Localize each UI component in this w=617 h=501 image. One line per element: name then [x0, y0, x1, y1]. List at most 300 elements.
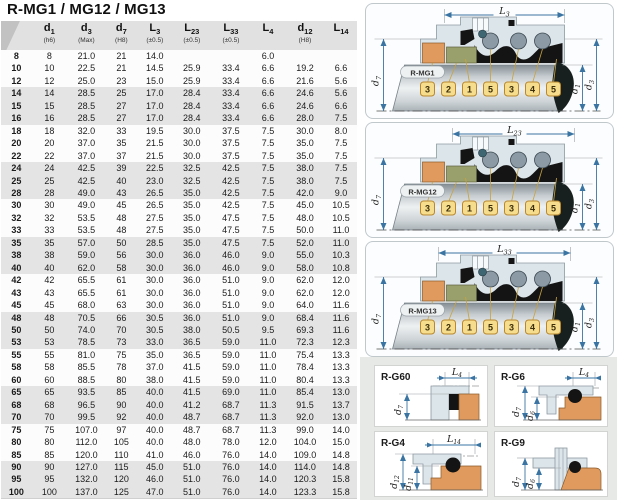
- table-cell: 7.5: [334, 113, 348, 124]
- table-cell: 76.0: [222, 486, 240, 497]
- dim-label-L4: $L_4$: [578, 367, 590, 379]
- table-cell: 75: [11, 424, 22, 435]
- table-cell: 36.0: [183, 262, 201, 273]
- table-cell: [173, 50, 211, 62]
- diagram-card-r-mg13: [365, 241, 614, 357]
- table-cell: 68.7: [222, 412, 240, 423]
- table-row: [1, 237, 357, 249]
- table-cell: 127.0: [75, 461, 98, 472]
- table-cell: 21.5: [146, 138, 164, 149]
- table-cell: 32.0: [77, 125, 96, 136]
- seat-panel-r-g6: [494, 365, 608, 427]
- table-row: [1, 87, 357, 99]
- dim-label-L33: $L_{33}$: [497, 244, 512, 257]
- table-cell: 70: [116, 324, 127, 335]
- table-cell: 46.0: [222, 262, 240, 273]
- table-cell: 92.0: [296, 412, 314, 423]
- col-header: $L_4$: [251, 21, 285, 50]
- table-cell: 33.4: [222, 100, 240, 111]
- table-cell: 6.6: [261, 88, 275, 99]
- table-cell: 28.5: [77, 100, 96, 111]
- table-cell: 11.0: [259, 387, 277, 398]
- table-cell: 59.0: [222, 349, 240, 360]
- table-cell: 78.0: [222, 437, 240, 448]
- table-cell: 51.0: [183, 474, 201, 485]
- table-cell: 6.6: [334, 100, 348, 111]
- col-header: $L_{14}$: [325, 21, 357, 50]
- table-cell: 40.0: [146, 424, 164, 435]
- table-cell: 9.0: [334, 187, 348, 198]
- table-cell: 63: [116, 300, 127, 311]
- table-cell: 6.6: [261, 63, 275, 74]
- diagram-card-r-mg12: [365, 122, 614, 238]
- table-cell: 28.4: [183, 100, 201, 111]
- table-cell: 28: [44, 187, 55, 198]
- table-cell: 76.0: [222, 449, 240, 460]
- right-diagrams-panel: [360, 0, 617, 500]
- table-cell: 28.4: [183, 113, 201, 124]
- col-header: $d_1$ (h6): [32, 21, 67, 50]
- table-cell: 60: [11, 374, 22, 385]
- table-row: [1, 212, 357, 224]
- dim-label-L3: $L_3$: [499, 6, 510, 19]
- table-cell: 38.0: [183, 324, 201, 335]
- table-cell: 9.0: [261, 300, 275, 311]
- table-cell: 90: [11, 461, 22, 472]
- table-cell: 59.0: [222, 362, 240, 373]
- table-cell: 32: [11, 212, 22, 223]
- table-cell: 38: [44, 250, 55, 261]
- table-cell: 42.0: [296, 187, 314, 198]
- table-cell: 7.5: [261, 138, 275, 149]
- elastomer-ring: [449, 394, 459, 410]
- table-cell: 7.5: [261, 163, 275, 174]
- table-cell: 21: [116, 51, 127, 61]
- table-cell: 78.5: [77, 337, 96, 348]
- table-header-row: [1, 21, 357, 50]
- table-cell: 20: [11, 138, 22, 149]
- table-cell: 35: [44, 237, 55, 248]
- table-cell: 6.6: [261, 100, 275, 111]
- table-cell: 85.4: [296, 387, 314, 398]
- table-cell: 11.0: [332, 225, 350, 236]
- table-cell: 62.0: [77, 262, 96, 273]
- table-row: [1, 312, 357, 324]
- table-cell: 13.3: [332, 374, 350, 385]
- table-cell: 11.0: [332, 237, 350, 248]
- table-row: [1, 287, 357, 299]
- table-cell: 65.5: [77, 275, 96, 286]
- table-cell: 109.0: [293, 449, 317, 460]
- table-cell: 42: [11, 275, 22, 286]
- table-cell: 36.5: [183, 349, 201, 360]
- table-cell: 80.4: [296, 374, 314, 385]
- table-cell: 7.5: [261, 237, 275, 248]
- table-cell: 8.0: [334, 125, 348, 136]
- table-cell: 32.5: [183, 163, 201, 174]
- table-cell: 50.0: [296, 225, 314, 236]
- table-cell: 19.5: [146, 125, 164, 136]
- table-cell: 33: [44, 225, 55, 236]
- model-label: R-MG12: [408, 187, 437, 197]
- table-cell: 21.6: [296, 75, 314, 86]
- table-cell: 12.0: [332, 275, 350, 286]
- table-cell: 40.0: [146, 387, 164, 398]
- table-row: [1, 486, 357, 499]
- table-cell: 8: [46, 51, 52, 61]
- table-cell: 25.9: [183, 63, 201, 74]
- table-cell: 90: [116, 399, 127, 410]
- table-cell: 65.5: [77, 287, 96, 298]
- table-row: [1, 399, 357, 411]
- table-cell: 70: [44, 412, 55, 423]
- table-cell: 115: [114, 461, 129, 472]
- table-cell: 7.5: [334, 138, 348, 149]
- table-cell: 51.0: [183, 486, 201, 497]
- table-row: [1, 224, 357, 236]
- table-cell: 33: [116, 125, 127, 136]
- table-cell: 42.5: [222, 163, 240, 174]
- table-cell: 41.5: [183, 362, 201, 373]
- table-cell: 12: [11, 75, 22, 86]
- table-cell: 11.6: [332, 324, 350, 335]
- col-header: $L_{33}$ (±0.5): [211, 21, 251, 50]
- table-cell: 35.0: [296, 138, 314, 149]
- table-cell: 37: [116, 150, 127, 161]
- o-ring: [568, 389, 582, 403]
- table-cell: 42.5: [222, 200, 240, 211]
- table-cell: 33.4: [222, 75, 240, 86]
- table-cell: 35.0: [146, 349, 164, 360]
- table-cell: 21.5: [146, 150, 164, 161]
- table-cell: 14: [44, 88, 55, 99]
- table-cell: 30.5: [146, 324, 164, 335]
- table-cell: 49.0: [77, 200, 96, 211]
- table-cell: 30.5: [146, 312, 164, 323]
- table-cell: 46.0: [146, 474, 164, 485]
- table-cell: 30.0: [296, 125, 314, 136]
- table-cell: 22: [44, 150, 55, 161]
- table-cell: 9.5: [261, 324, 275, 335]
- table-head: [1, 21, 357, 50]
- table-row: [1, 424, 357, 436]
- table-cell: 10: [44, 63, 55, 74]
- table-cell: 120.3: [293, 474, 317, 485]
- table-cell: 11.3: [259, 424, 277, 435]
- table-cell: 56: [116, 250, 127, 261]
- table-cell: 30.0: [146, 250, 164, 261]
- table-cell: 68: [11, 399, 22, 410]
- table-cell: 22.5: [77, 63, 96, 74]
- table-cell: 46.0: [222, 250, 240, 261]
- table-cell: 90: [44, 461, 55, 472]
- table-cell: 11.0: [259, 374, 277, 385]
- table-cell: 80: [44, 437, 55, 448]
- dim-label-L14: $L_{14}$: [447, 434, 461, 446]
- table-row: [1, 137, 357, 149]
- table-row: [1, 324, 357, 336]
- table-cell: 48.0: [296, 212, 314, 223]
- table-cell: 33.0: [146, 337, 164, 348]
- table-cell: 48: [116, 212, 127, 223]
- table-cell: 53: [11, 337, 22, 348]
- dim-label-L4: $L_4$: [451, 367, 463, 379]
- table-cell: 59.0: [222, 337, 240, 348]
- table-cell: 107.0: [75, 424, 98, 435]
- table-row: [1, 449, 357, 461]
- table-cell: 69.0: [222, 387, 240, 398]
- table-cell: 39: [116, 163, 127, 174]
- table-cell: 37.0: [77, 150, 96, 161]
- table-cell: 51.0: [222, 312, 240, 323]
- table-cell: 51.0: [222, 300, 240, 311]
- table-row: [1, 249, 357, 261]
- table-cell: [211, 50, 251, 62]
- table-cell: 92: [116, 412, 127, 423]
- table-cell: 28.5: [77, 88, 96, 99]
- table-cell: 15: [44, 100, 55, 111]
- table-cell: 95: [11, 474, 22, 485]
- table-cell: 30: [44, 200, 55, 211]
- table-cell: 28.5: [77, 113, 96, 124]
- table-cell: 19.2: [296, 63, 314, 74]
- table-cell: 13.0: [332, 387, 350, 398]
- table-cell: 13.3: [332, 349, 350, 360]
- table-cell: 48: [116, 225, 127, 236]
- dim-label-L23: $L_{23}$: [507, 125, 522, 138]
- table-cell: 120: [113, 474, 129, 485]
- table-cell: 35.0: [183, 200, 201, 211]
- table-cell: 12.0: [332, 287, 350, 298]
- table-cell: 14.8: [332, 449, 350, 460]
- table-cell: 36.0: [183, 275, 201, 286]
- table-cell: 17.0: [146, 113, 164, 124]
- page-title: R-MG1 / MG12 / MG13: [7, 1, 166, 18]
- table-cell: 13.3: [332, 362, 350, 373]
- table-cell: 16: [11, 113, 22, 124]
- table-cell: 41.0: [146, 449, 164, 460]
- table-row: [1, 374, 357, 386]
- table-cell: 30.0: [146, 275, 164, 286]
- table-cell: 10.8: [332, 262, 350, 273]
- table-cell: 100: [8, 486, 24, 497]
- seat-label: R-G60: [381, 372, 411, 383]
- table-cell: 14.5: [146, 63, 164, 74]
- table-cell: 50: [11, 324, 22, 335]
- table-cell: 9.0: [261, 262, 275, 273]
- table-cell: [285, 50, 325, 62]
- table-cell: 27.5: [146, 225, 164, 236]
- table-cell: 14.0: [259, 474, 277, 485]
- table-cell: 30.0: [183, 138, 201, 149]
- seat-panel-r-g60: [374, 365, 488, 427]
- table-cell: 26.5: [146, 200, 164, 211]
- table-cell: 45.0: [296, 200, 314, 211]
- table-cell: 24.6: [296, 100, 314, 111]
- table-cell: 16: [44, 113, 55, 124]
- table-cell: 114.0: [294, 461, 316, 472]
- table-cell: 61: [116, 275, 127, 286]
- table-cell: 45: [11, 300, 22, 311]
- table-cell: 35: [116, 138, 127, 149]
- table-cell: 10: [11, 63, 22, 74]
- dim-label-d7: $d_7$: [393, 405, 405, 415]
- table-cell: 42: [44, 275, 55, 286]
- table-cell: 25.0: [77, 75, 96, 86]
- table-cell: 76.0: [222, 474, 240, 485]
- table-cell: 41.5: [183, 387, 201, 398]
- col-header: $L_3$ (±0.5): [137, 21, 173, 50]
- table-cell: 40: [11, 262, 22, 273]
- table-row: [1, 436, 357, 448]
- table-cell: 40: [116, 175, 127, 186]
- table-row: [1, 473, 357, 485]
- table-cell: 18: [11, 125, 22, 136]
- table-cell: 11.6: [332, 300, 350, 311]
- table-cell: 66: [116, 312, 127, 323]
- table-cell: 68.7: [222, 424, 240, 435]
- table-cell: 48: [11, 312, 22, 323]
- table-cell: 53.5: [77, 225, 96, 236]
- table-row: [1, 75, 357, 87]
- col-header: [1, 21, 32, 50]
- table-cell: 23: [116, 75, 127, 86]
- table-cell: 7.5: [334, 175, 348, 186]
- table-cell: 58: [44, 362, 55, 373]
- table-cell: 14.8: [332, 461, 350, 472]
- seat-panel-r-g4: [374, 431, 488, 497]
- dimension-table: [1, 21, 357, 499]
- table-cell: 58: [116, 262, 127, 273]
- table-cell: 53: [44, 337, 55, 348]
- table-cell: 46.0: [183, 449, 201, 460]
- dim-label-d12: $d_{12}$: [389, 475, 401, 489]
- table-cell: 33: [11, 225, 22, 236]
- table-cell: 35.0: [183, 237, 201, 248]
- table-cell: 5.6: [334, 88, 348, 99]
- table-cell: 14.0: [259, 486, 277, 497]
- table-cell: 68.0: [77, 300, 96, 311]
- table-cell: 57.0: [77, 237, 96, 248]
- table-cell: 22.5: [146, 163, 164, 174]
- table-cell: 7.5: [334, 163, 348, 174]
- table-cell: 123.3: [293, 486, 317, 497]
- table-cell: 25: [11, 175, 22, 186]
- table-row: [1, 175, 357, 187]
- table-cell: 110: [114, 449, 129, 460]
- table-cell: 68.4: [296, 312, 314, 323]
- table-cell: 27.5: [146, 212, 164, 223]
- table-cell: 120.0: [75, 449, 98, 460]
- table-body: [1, 50, 357, 499]
- table-cell: 14.0: [332, 424, 350, 435]
- table-cell: 125: [113, 486, 129, 497]
- table-cell: 9.0: [261, 250, 275, 261]
- table-cell: 68.7: [222, 399, 240, 410]
- table-cell: 53.5: [77, 212, 96, 223]
- seat-label: R-G4: [381, 438, 405, 449]
- table-cell: 13.0: [332, 412, 350, 423]
- table-cell: 6.6: [334, 63, 348, 74]
- table-cell: 17.0: [146, 100, 164, 111]
- table-cell: 30.0: [146, 287, 164, 298]
- table-cell: 6.6: [261, 113, 275, 124]
- table-cell: 51.0: [222, 287, 240, 298]
- table-cell: 9.0: [261, 275, 275, 286]
- table-cell: 80: [116, 374, 127, 385]
- table-cell: 6.6: [261, 75, 275, 86]
- table-cell: 47.5: [222, 212, 240, 223]
- table-cell: 68: [44, 399, 55, 410]
- table-cell: 76.0: [222, 461, 240, 472]
- table-cell: 11.3: [259, 412, 277, 423]
- col-header: $L_{23}$ (±0.5): [173, 21, 211, 50]
- table-cell: 35: [11, 237, 22, 248]
- table-cell: 55: [44, 349, 55, 360]
- table-cell: 11.3: [259, 399, 277, 410]
- table-row: [1, 162, 357, 174]
- table-cell: 28.5: [146, 237, 164, 248]
- table-cell: 36.5: [183, 337, 201, 348]
- table-cell: 40: [44, 262, 55, 273]
- table-cell: 48.0: [183, 437, 201, 448]
- table-cell: 7.5: [261, 225, 275, 236]
- table-cell: 50: [44, 324, 55, 335]
- table-cell: 7.5: [261, 125, 275, 136]
- table-cell: 96.5: [77, 399, 96, 410]
- col-header: $d_{12}$ (H8): [285, 21, 325, 50]
- table-cell: 97: [116, 424, 127, 435]
- table-cell: 21: [116, 63, 127, 74]
- table-cell: 11.0: [259, 337, 277, 348]
- table-cell: 85: [116, 387, 127, 398]
- table-cell: 12.3: [332, 337, 350, 348]
- table-cell: 47.5: [222, 237, 240, 248]
- table-cell: 85.5: [77, 362, 96, 373]
- dim-label-d6: $d_6$: [525, 411, 537, 421]
- table-row: [1, 50, 357, 62]
- table-cell: 33.4: [222, 63, 240, 74]
- table-cell: 28.0: [296, 113, 314, 124]
- table-cell: 28.4: [183, 88, 201, 99]
- table-cell: 112.0: [75, 437, 98, 448]
- table-cell: 24: [44, 163, 55, 174]
- table-cell: 74.0: [77, 324, 96, 335]
- table-cell: 5.6: [334, 75, 348, 86]
- table-row: [1, 150, 357, 162]
- table-cell: 132.0: [75, 474, 98, 485]
- table-row: [1, 199, 357, 211]
- table-row: [1, 349, 357, 361]
- table-cell: 78.4: [296, 362, 314, 373]
- seat-label: R-G9: [501, 438, 525, 449]
- table-cell: 7.5: [261, 175, 275, 186]
- table-cell: 42.5: [77, 175, 96, 186]
- table-row: [1, 336, 357, 348]
- table-cell: 78: [116, 362, 127, 373]
- table-cell: 6.0: [261, 51, 275, 61]
- table-cell: 62.0: [296, 275, 314, 286]
- table-cell: 38: [11, 250, 22, 261]
- table-cell: 42.5: [222, 175, 240, 186]
- table-cell: 33.4: [222, 88, 240, 99]
- table-cell: 27: [116, 113, 127, 124]
- table-cell: 33.4: [222, 113, 240, 124]
- table-cell: 62.0: [296, 287, 314, 298]
- table-cell: 105: [113, 437, 129, 448]
- table-cell: 60: [44, 374, 55, 385]
- table-cell: 36.0: [183, 312, 201, 323]
